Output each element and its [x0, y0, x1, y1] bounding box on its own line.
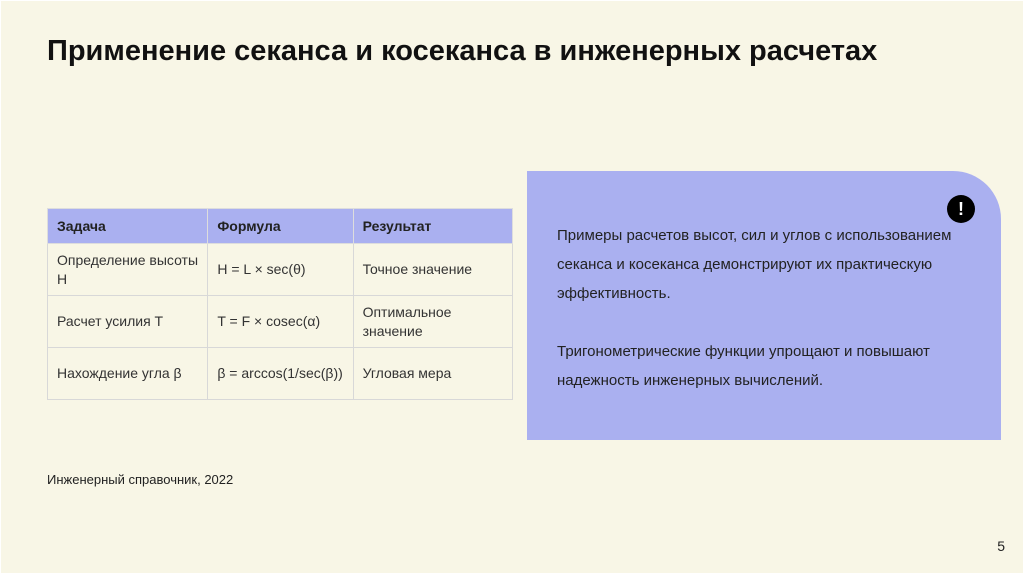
cell-result: Угловая мера: [353, 348, 512, 400]
cell-task: Расчет усилия T: [48, 296, 208, 348]
table-row: [48, 244, 513, 296]
cell-result: Оптимальное значение: [353, 296, 512, 348]
cell-formula: T = F × cosec(α): [208, 296, 353, 348]
header-result: Результат: [353, 209, 512, 244]
slide-title: Применение секанса и косеканса в инженерных расчетах: [47, 35, 878, 67]
cell-formula: β = arccos(1/sec(β)): [208, 348, 353, 400]
cell-task: Определение высоты H: [48, 244, 208, 296]
table-row: [48, 296, 513, 348]
table-header-row: [48, 209, 513, 244]
formula-table: [47, 208, 513, 400]
header-formula: Формула: [208, 209, 353, 244]
table-row: [48, 348, 513, 400]
exclamation-icon: !: [947, 195, 975, 223]
cell-task: Нахождение угла β: [48, 348, 208, 400]
slide: [1, 1, 1023, 573]
source-note: Инженерный справочник, 2022: [47, 472, 234, 487]
page-number: 5: [997, 538, 1005, 554]
callout-box: [527, 171, 1001, 440]
cell-formula: H = L × sec(θ): [208, 244, 353, 296]
cell-result: Точное значение: [353, 244, 512, 296]
callout-paragraph: Примеры расчетов высот, сил и углов с использованием секанса и косеканса демонстрируют их практическую эффективность.: [557, 227, 952, 302]
callout-paragraph: Тригонометрические функции упрощают и повышают надежность инженерных вычислений.: [557, 343, 930, 389]
header-task: Задача: [48, 209, 208, 244]
